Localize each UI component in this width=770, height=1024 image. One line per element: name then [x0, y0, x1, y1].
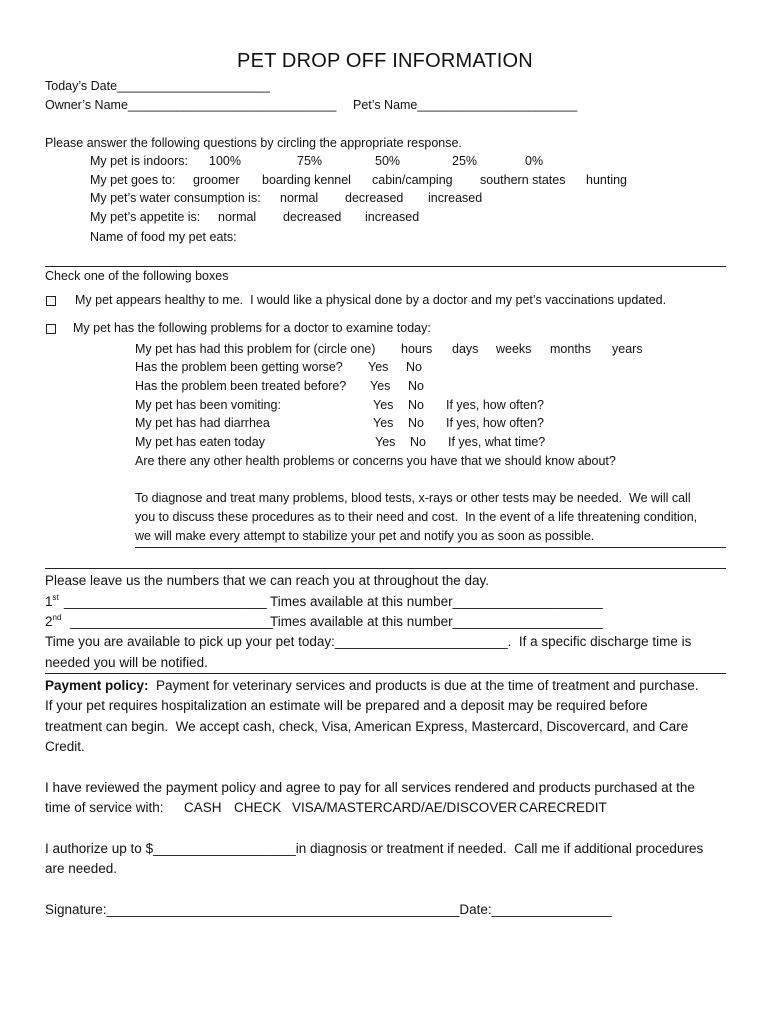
yes-option[interactable]: Yes [373, 416, 394, 430]
yes-option[interactable]: Yes [375, 435, 396, 449]
indoors-option[interactable]: 100% [209, 154, 241, 168]
appetite-label: My pet’s appetite is: [90, 210, 201, 224]
how-often-field: If yes, how often? [446, 398, 544, 412]
contact-intro: Please leave us the numbers that we can reach you at throughout the day. [45, 573, 490, 588]
divider [45, 568, 726, 569]
page-title: PET DROP OFF INFORMATION [237, 50, 533, 72]
payment-method-option[interactable]: VISA/MASTERCARD/AE/DISCOVER [292, 800, 518, 815]
water-label: My pet’s water consumption is: [90, 191, 261, 205]
water-option[interactable]: normal [280, 191, 319, 205]
signature-field[interactable]: Signature:_______________________________________________Date:________________ [45, 902, 612, 917]
diagnose-text: you to discuss these procedures as to their need and cost. In the event of a life threatening condition, [135, 510, 698, 524]
duration-option[interactable]: weeks [496, 342, 532, 356]
no-option[interactable]: No [408, 379, 424, 393]
appetite-option[interactable]: normal [218, 210, 257, 224]
payment-policy-text: Credit. [45, 739, 85, 754]
no-option[interactable]: No [406, 360, 422, 374]
water-option[interactable]: increased [428, 191, 483, 205]
divider [45, 673, 726, 674]
goes-to-option[interactable]: hunting [586, 173, 628, 187]
payment-method-option[interactable]: CHECK [234, 800, 282, 815]
payment-policy-text: treatment can begin. We accept cash, check, Visa, American Express, Mastercard, Discovercard, and Care [45, 719, 689, 734]
indoors-option[interactable]: 25% [452, 154, 478, 168]
duration-option[interactable]: years [612, 342, 643, 356]
payment-policy-line [45, 677, 699, 694]
divider [45, 266, 726, 267]
yes-option[interactable]: Yes [373, 398, 394, 412]
phone-2-field[interactable]: ___________________________ [70, 614, 273, 629]
duration-label: My pet has had this problem for (circle one) [135, 342, 376, 356]
checkbox-heading: Check one of the following boxes [45, 269, 229, 283]
goes-to-option[interactable]: boarding kennel [262, 173, 351, 187]
duration-option[interactable]: months [550, 342, 591, 356]
goes-to-option[interactable]: groomer [193, 173, 240, 187]
problems-label: My pet has the following problems for a doctor to examine today: [73, 321, 431, 335]
eaten-question: My pet has eaten today [135, 435, 265, 449]
indoors-option[interactable]: 75% [297, 154, 323, 168]
yes-option[interactable]: Yes [368, 360, 389, 374]
payment-method-option[interactable]: CASH [184, 800, 222, 815]
indoors-option[interactable]: 50% [375, 154, 401, 168]
goes-to-option[interactable]: southern states [480, 173, 566, 187]
divider [135, 547, 726, 548]
yes-option[interactable]: Yes [370, 379, 391, 393]
treated-question: Has the problem been treated before? [135, 379, 347, 393]
how-often-field: If yes, how often? [446, 416, 544, 430]
authorize-text: are needed. [45, 861, 118, 876]
goes-to-label: My pet goes to: [90, 173, 176, 187]
payment-method-option[interactable]: CARECREDIT [519, 800, 607, 815]
questions-intro: Please answer the following questions by circling the appropriate response. [45, 136, 462, 150]
water-option[interactable]: decreased [345, 191, 404, 205]
no-option[interactable]: No [408, 398, 424, 412]
payment-policy-text: Payment for veterinary services and products is due at the time of treatment and purchase. [148, 678, 699, 693]
appetite-option[interactable]: increased [365, 210, 420, 224]
worse-question: Has the problem been getting worse? [135, 360, 343, 374]
other-question: Are there any other health problems or concerns you have that we should know about? [135, 454, 616, 468]
todays-date-field[interactable]: Today’s Date______________________ [45, 79, 270, 93]
healthy-label: My pet appears healthy to me. I would like a physical done by a doctor and my pet’s vaccinations updated. [75, 293, 667, 307]
problems-checkbox[interactable] [46, 324, 56, 334]
authorize-text[interactable]: I authorize up to $___________________in diagnosis or treatment if needed. Call me if additional procedures [45, 841, 704, 856]
what-time-field: If yes, what time? [448, 435, 546, 449]
goes-to-option[interactable]: cabin/camping [372, 173, 453, 187]
appetite-option[interactable]: decreased [283, 210, 342, 224]
review-label: time of service with: [45, 800, 164, 815]
phone-1-label: 1st [45, 593, 59, 609]
owner-name-field[interactable]: Owner’s Name______________________________ [45, 98, 337, 112]
pet-name-field[interactable]: Pet’s Name_______________________ [353, 98, 578, 112]
vomiting-question: My pet has been vomiting: [135, 398, 281, 412]
payment-policy-label: Payment policy: [45, 678, 149, 693]
diarrhea-question: My pet has had diarrhea [135, 416, 270, 430]
pickup-text: needed you will be notified. [45, 655, 208, 670]
food-label: Name of food my pet eats: [90, 230, 237, 244]
review-text: I have reviewed the payment policy and agree to pay for all services rendered and products purchased at the [45, 780, 695, 795]
pickup-text[interactable]: Time you are available to pick up your pet today:_______________________. If a specific discharge time is [45, 634, 692, 649]
times-2-field[interactable]: Times available at this number____________________ [270, 614, 603, 629]
diagnose-text: To diagnose and treat many problems, blood tests, x-rays or other tests may be needed. We will call [135, 491, 691, 505]
indoors-label: My pet is indoors: [90, 154, 188, 168]
duration-option[interactable]: days [452, 342, 479, 356]
duration-option[interactable]: hours [401, 342, 433, 356]
phone-1-field[interactable]: ___________________________ [64, 594, 267, 609]
diagnose-text: we will make every attempt to stabilize your pet and notify you as soon as possible. [135, 529, 595, 543]
phone-2-label: 2nd [45, 613, 62, 629]
no-option[interactable]: No [410, 435, 426, 449]
times-1-field[interactable]: Times available at this number____________________ [270, 594, 603, 609]
payment-policy-text: If your pet requires hospitalization an estimate will be prepared and a deposit may be required before [45, 698, 648, 713]
healthy-checkbox[interactable] [46, 296, 56, 306]
indoors-option[interactable]: 0% [525, 154, 544, 168]
no-option[interactable]: No [408, 416, 424, 430]
